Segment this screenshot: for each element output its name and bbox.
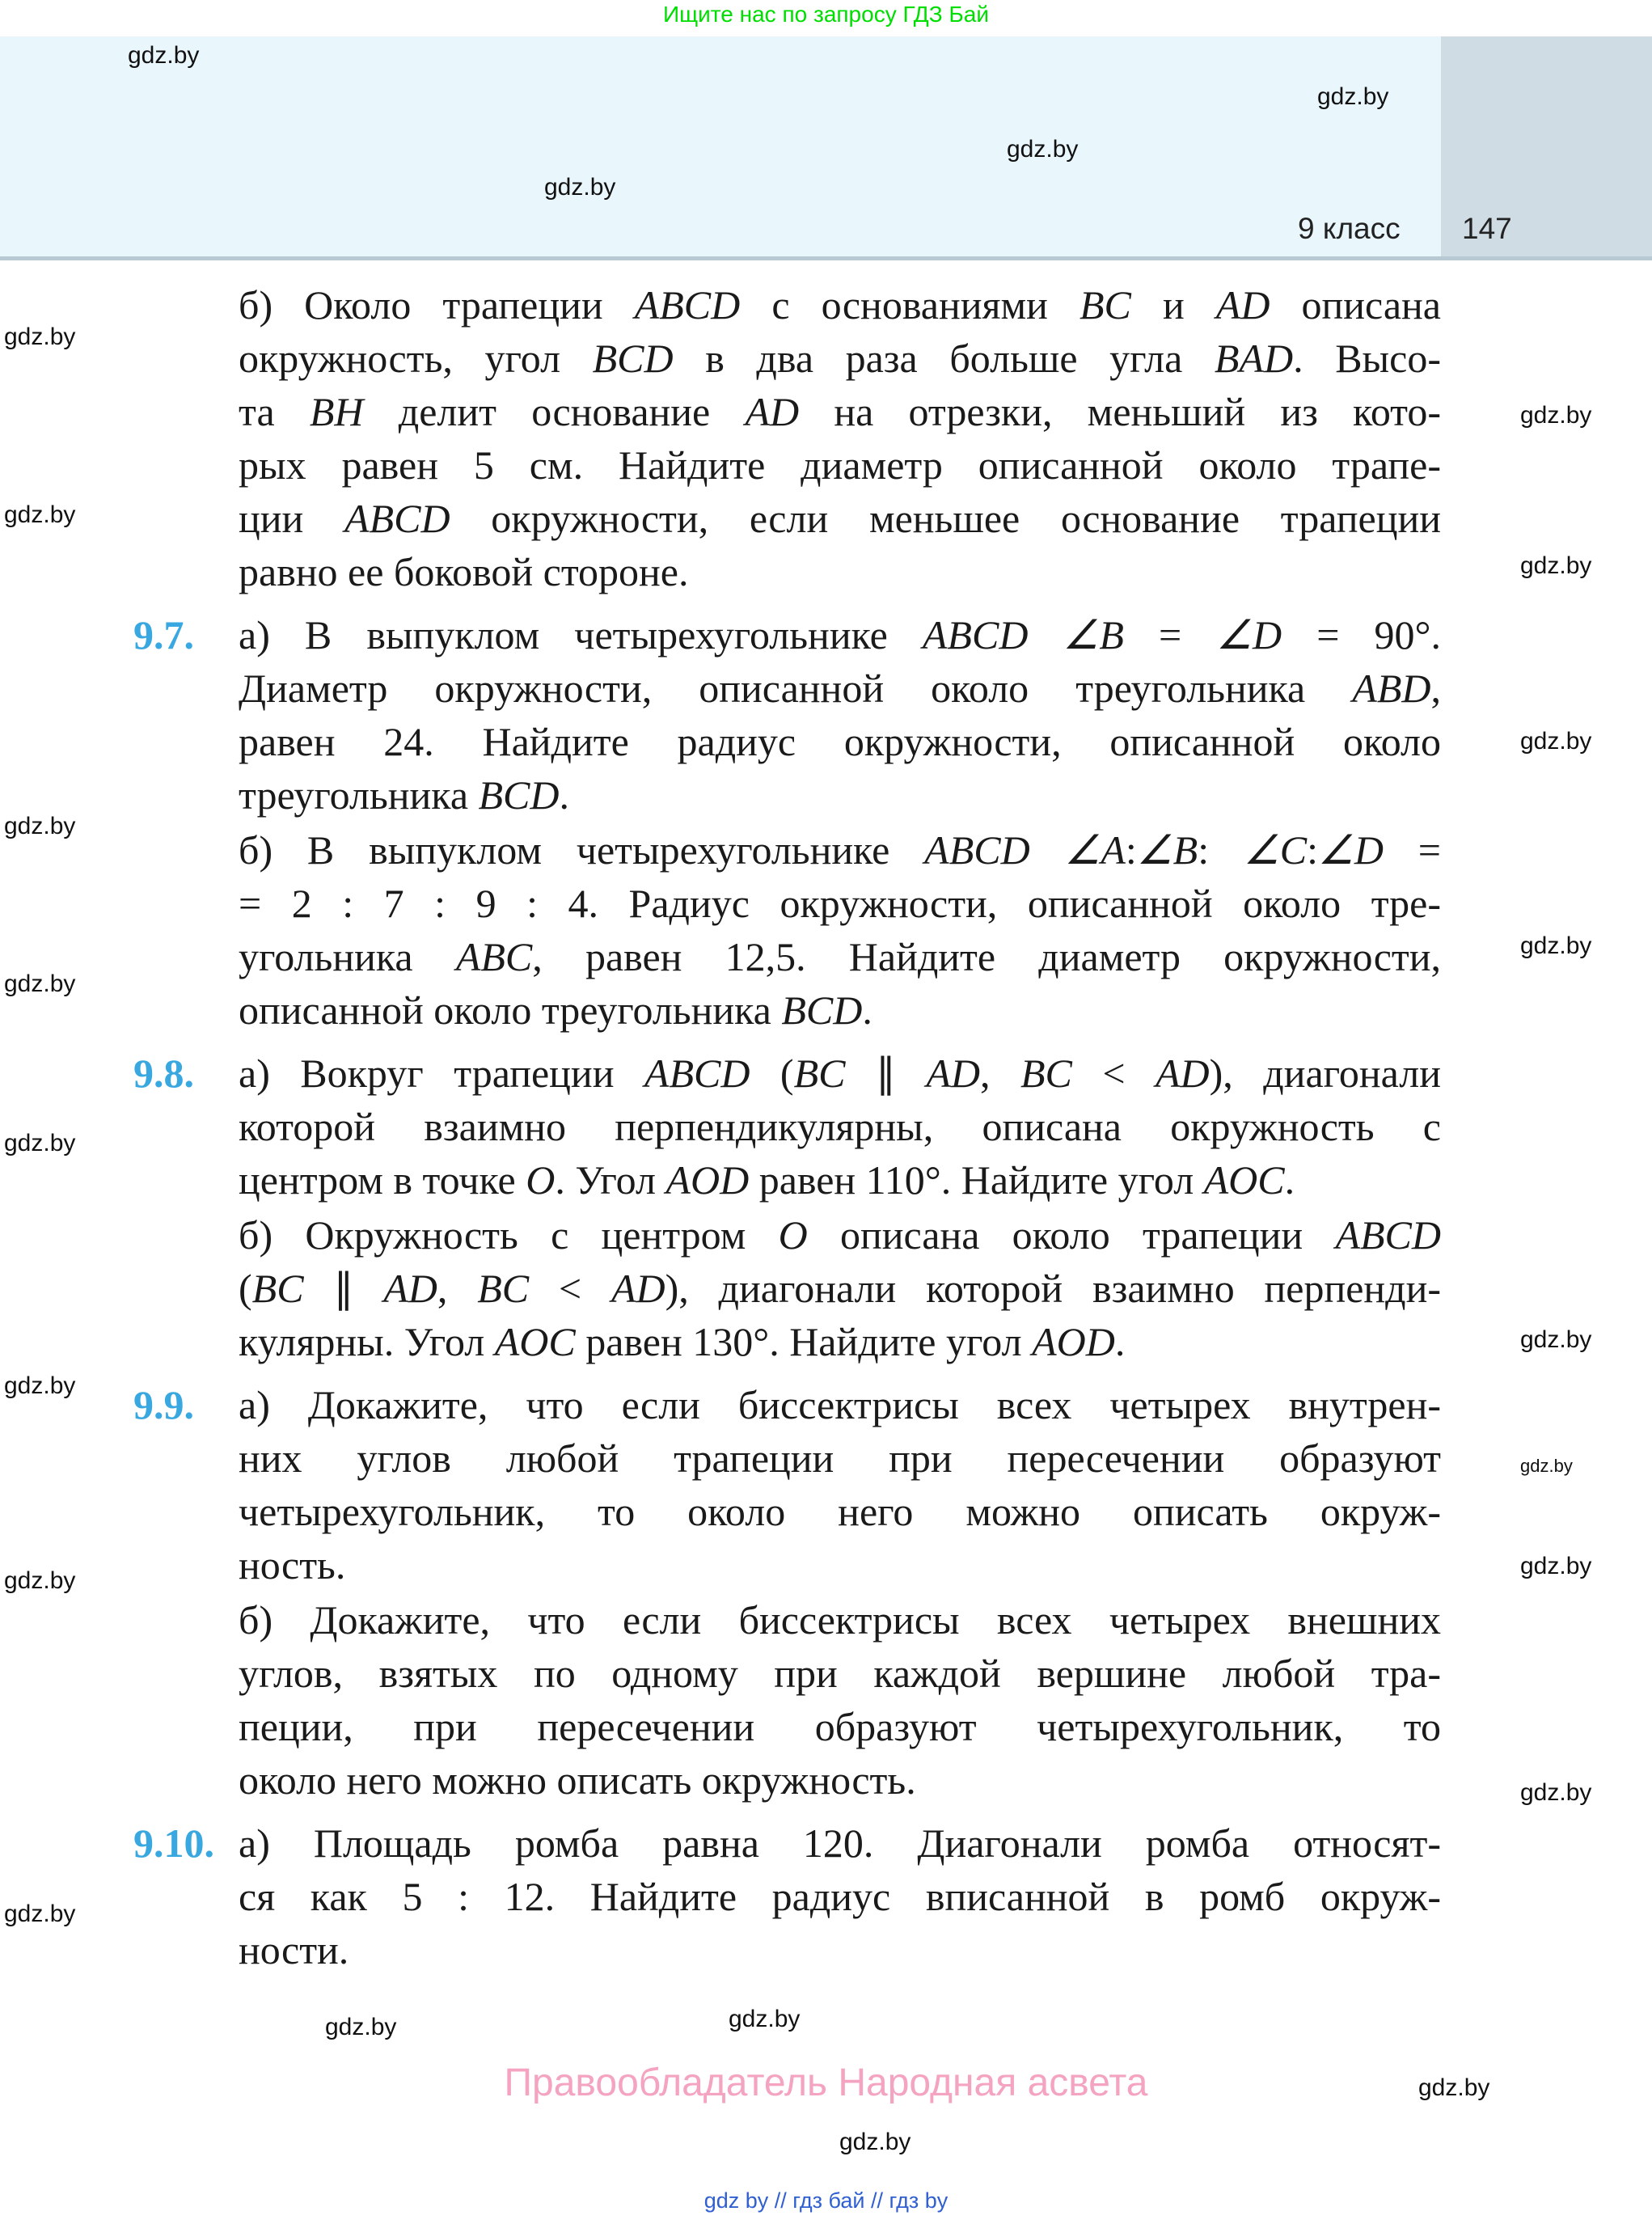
math-symbol: ABCD ∠B bbox=[922, 612, 1124, 657]
watermark: gdz.by bbox=[4, 1130, 76, 1156]
watermark: gdz.by bbox=[1520, 1553, 1592, 1579]
text-segment: описанной около треугольника bbox=[239, 987, 782, 1033]
text-segment: . bbox=[862, 987, 872, 1033]
watermark: gdz.by bbox=[4, 323, 76, 350]
text-segment: с основаниями bbox=[740, 282, 1080, 328]
header-divider bbox=[0, 256, 1652, 260]
text-segment: . bbox=[1284, 1157, 1295, 1203]
watermark: gdz.by bbox=[128, 42, 200, 69]
text-line bbox=[239, 1753, 1441, 1807]
exercise-number: 9.8. bbox=[133, 1051, 194, 1096]
text-line bbox=[239, 1538, 1441, 1592]
watermark: gdz.by bbox=[1520, 402, 1592, 429]
exercise-number: 9.7. bbox=[133, 612, 194, 657]
text-line bbox=[239, 1431, 1441, 1485]
text-segment: которой взаимно перпендикулярны, описана окружность с bbox=[239, 1104, 1441, 1149]
text-line bbox=[239, 1816, 1441, 1870]
text-segment: . Высо- bbox=[1293, 336, 1441, 381]
text-line bbox=[239, 1593, 1441, 1647]
watermark: gdz.by bbox=[839, 2129, 911, 2155]
text-segment: угольника bbox=[239, 934, 456, 979]
text-segment: треугольника bbox=[239, 772, 479, 818]
math-symbol: BH bbox=[309, 389, 364, 434]
text-segment: : bbox=[1125, 827, 1137, 873]
text-line bbox=[239, 877, 1441, 930]
text-segment: . bbox=[1114, 1319, 1126, 1364]
text-segment: , bbox=[437, 1266, 478, 1311]
text-line bbox=[239, 278, 1441, 332]
math-symbol: ∠B bbox=[1136, 827, 1198, 873]
text-segment: = 2 : 7 : 9 : 4. Радиус окружности, описанной около тре- bbox=[239, 881, 1441, 926]
watermark: gdz.by bbox=[1520, 728, 1592, 755]
text-segment: равен 24. Найдите радиус окружности, описанной около bbox=[239, 719, 1441, 764]
text-segment: ( bbox=[239, 1266, 252, 1311]
text-segment: б) Окружность с центром bbox=[239, 1212, 779, 1258]
math-symbol: BCD bbox=[781, 987, 863, 1033]
math-symbol: ABC bbox=[455, 934, 533, 979]
text-segment: а) Докажите, что если биссектрисы всех четырех внутрен- bbox=[239, 1382, 1441, 1427]
bottom-links: gdz by // гдз бай // гдз by bbox=[703, 2188, 949, 2213]
text-segment: на отрезки, меньший из кото- bbox=[799, 389, 1441, 434]
math-symbol: O bbox=[778, 1212, 808, 1258]
math-symbol: AOD bbox=[665, 1157, 750, 1203]
text-segment: ность. bbox=[239, 1542, 346, 1588]
math-symbol: BC bbox=[1020, 1051, 1072, 1096]
math-symbol: BAD bbox=[1214, 336, 1294, 381]
math-symbol: AD bbox=[611, 1266, 665, 1311]
watermark: gdz.by bbox=[4, 1567, 76, 1594]
text-line bbox=[239, 1208, 1441, 1262]
math-symbol: AOD bbox=[1032, 1319, 1115, 1364]
text-segment: = bbox=[1383, 827, 1441, 873]
math-symbol: ∠D bbox=[1216, 612, 1282, 657]
watermark: gdz.by bbox=[1520, 1326, 1592, 1353]
text-segment: ся как 5 : 12. Найдите радиус вписанной в ромб окруж- bbox=[239, 1874, 1441, 1919]
text-segment: та bbox=[239, 389, 310, 434]
text-line bbox=[239, 332, 1441, 385]
text-segment: а) Площадь ромба равна 120. Диагонали ромба относят- bbox=[239, 1820, 1441, 1866]
text-segment: а) Вокруг трапеции bbox=[239, 1051, 644, 1096]
math-symbol: BC bbox=[793, 1051, 846, 1096]
math-symbol: BCD bbox=[592, 336, 674, 381]
text-line bbox=[239, 823, 1441, 877]
watermark: gdz.by bbox=[1520, 1779, 1592, 1806]
text-segment: ), диагонали которой взаимно перпенди- bbox=[665, 1266, 1442, 1311]
text-line bbox=[239, 1870, 1441, 1923]
text-segment: . bbox=[559, 772, 570, 818]
watermark: gdz.by bbox=[325, 2014, 397, 2040]
math-symbol: ∠C bbox=[1243, 827, 1308, 873]
math-symbol: AOC bbox=[1203, 1157, 1285, 1203]
text-segment: б) В выпуклом четырехугольнике bbox=[239, 827, 925, 873]
math-symbol: ABCD bbox=[634, 282, 741, 328]
exercise-part bbox=[239, 278, 1441, 598]
text-segment: б) Около трапеции bbox=[239, 282, 635, 328]
math-symbol: BCD bbox=[478, 772, 560, 818]
text-segment: окружность, угол bbox=[239, 336, 593, 381]
text-segment: ∥ bbox=[845, 1051, 927, 1096]
math-symbol: AD bbox=[1156, 1051, 1210, 1096]
math-symbol: ABCD bbox=[344, 496, 450, 541]
text-segment: < bbox=[1071, 1051, 1156, 1096]
text-line bbox=[239, 1153, 1441, 1207]
math-symbol: AD bbox=[745, 389, 800, 434]
text-segment: а) В выпуклом четырехугольнике bbox=[239, 612, 923, 657]
watermark: gdz.by bbox=[4, 501, 76, 528]
grade-label: 9 класс bbox=[1298, 212, 1401, 245]
text-line bbox=[239, 1262, 1441, 1315]
watermark: gdz.by bbox=[1007, 136, 1079, 163]
text-line bbox=[239, 1923, 1441, 1977]
text-segment: пеции, при пересечении образуют четырехугольник, то bbox=[239, 1704, 1441, 1749]
text-segment: и bbox=[1130, 282, 1216, 328]
watermark: gdz.by bbox=[4, 1372, 76, 1399]
text-line bbox=[239, 1485, 1441, 1538]
watermark: gdz.by bbox=[1520, 1456, 1573, 1476]
math-symbol: AD bbox=[383, 1266, 437, 1311]
text-line bbox=[239, 1700, 1441, 1753]
exercise-number: 9.10. bbox=[133, 1820, 214, 1866]
text-segment: окружности, если меньшее основание трапеции bbox=[450, 496, 1441, 541]
text-line bbox=[239, 438, 1441, 492]
text-segment: ции bbox=[239, 496, 345, 541]
text-segment: кулярны. Угол bbox=[239, 1319, 495, 1364]
exercise-part bbox=[239, 1208, 1441, 1368]
text-segment: . Угол bbox=[555, 1157, 666, 1203]
text-segment: < bbox=[529, 1266, 611, 1311]
math-symbol: ∠D bbox=[1318, 827, 1384, 873]
text-segment: б) Докажите, что если биссектрисы всех четырех внешних bbox=[239, 1597, 1441, 1643]
text-line bbox=[239, 715, 1441, 768]
math-symbol: AD bbox=[1215, 282, 1270, 328]
watermark: gdz.by bbox=[544, 174, 616, 201]
watermark: gdz.by bbox=[1317, 83, 1389, 110]
text-segment: Диаметр окружности, описанной около треугольника bbox=[239, 666, 1353, 711]
text-line bbox=[239, 1100, 1441, 1153]
text-segment: : bbox=[1307, 827, 1319, 873]
text-segment: в два раза больше угла bbox=[673, 336, 1215, 381]
watermark: gdz.by bbox=[4, 1901, 76, 1927]
math-symbol: BC bbox=[1079, 282, 1131, 328]
exercise-text bbox=[133, 278, 1442, 1977]
text-segment: ности. bbox=[239, 1927, 349, 1972]
watermark: gdz.by bbox=[1520, 932, 1592, 959]
exercise bbox=[133, 1816, 1441, 1977]
page-header-band bbox=[0, 36, 1441, 256]
text-segment: описана около трапеции bbox=[807, 1212, 1336, 1258]
text-line bbox=[239, 983, 1441, 1037]
text-line bbox=[239, 608, 1441, 662]
text-line bbox=[239, 1647, 1441, 1700]
exercise bbox=[133, 1378, 1441, 1592]
search-hint: Ищите нас по запросу ГДЗ Бай bbox=[662, 2, 990, 27]
text-line bbox=[239, 662, 1441, 715]
math-symbol: BC bbox=[251, 1266, 304, 1311]
text-segment: равен 130°. Найдите угол bbox=[575, 1319, 1033, 1364]
exercise bbox=[133, 1046, 1442, 1207]
copyright-notice: Правообладатель Народная асвета bbox=[504, 2061, 1148, 2104]
text-line bbox=[239, 768, 1441, 822]
text-segment: , равен 12,5. Найдите диаметр окружности, bbox=[532, 934, 1442, 979]
math-symbol: ABD bbox=[1352, 666, 1431, 711]
watermark: gdz.by bbox=[729, 2006, 801, 2032]
text-segment: равен 110°. Найдите угол bbox=[749, 1157, 1204, 1203]
text-line bbox=[239, 1046, 1441, 1100]
watermark: gdz.by bbox=[4, 813, 76, 839]
exercise bbox=[133, 608, 1441, 822]
watermark: gdz.by bbox=[4, 970, 76, 997]
watermark: gdz.by bbox=[1418, 2074, 1490, 2101]
exercise-part bbox=[239, 823, 1441, 1037]
text-segment: рых равен 5 см. Найдите диаметр описанной около трапе- bbox=[239, 442, 1441, 488]
text-segment: углов, взятых по одному при каждой вершине любой тра- bbox=[239, 1651, 1441, 1696]
page-number: 147 bbox=[1462, 212, 1512, 245]
text-segment: делит основание bbox=[363, 389, 746, 434]
text-segment: , bbox=[980, 1051, 1020, 1096]
text-segment: них углов любой трапеции при пересечении образуют bbox=[239, 1435, 1441, 1481]
math-symbol: ABCD ∠A bbox=[924, 827, 1126, 873]
text-line bbox=[239, 1378, 1441, 1431]
math-symbol: BC bbox=[477, 1266, 530, 1311]
exercise-part bbox=[239, 1593, 1441, 1807]
text-line bbox=[239, 492, 1441, 545]
math-symbol: AOC bbox=[494, 1319, 576, 1364]
exercise-number: 9.9. bbox=[133, 1382, 194, 1427]
text-segment: центром в точке bbox=[239, 1157, 526, 1203]
text-segment: : bbox=[1198, 827, 1244, 873]
text-line bbox=[239, 1315, 1441, 1368]
math-symbol: ABCD bbox=[644, 1051, 750, 1096]
text-segment: ), диагонали bbox=[1209, 1051, 1442, 1096]
text-line bbox=[239, 930, 1441, 983]
text-line bbox=[239, 385, 1441, 438]
watermark: gdz.by bbox=[1520, 552, 1592, 579]
math-symbol: ABCD bbox=[1335, 1212, 1441, 1258]
math-symbol: AD bbox=[926, 1051, 981, 1096]
math-symbol: O bbox=[526, 1157, 556, 1203]
text-segment: четырехугольник, то около него можно описать окруж- bbox=[239, 1489, 1441, 1534]
text-segment: ( bbox=[750, 1051, 794, 1096]
text-line bbox=[239, 545, 1441, 598]
text-segment: ∥ bbox=[303, 1266, 384, 1311]
text-segment: = 90°. bbox=[1282, 612, 1441, 657]
text-segment: описана bbox=[1270, 282, 1441, 328]
text-segment: , bbox=[1430, 666, 1441, 711]
text-segment: равно ее боковой стороне. bbox=[239, 549, 689, 594]
text-segment: около него можно описать окружность. bbox=[239, 1757, 916, 1803]
text-segment: = bbox=[1123, 612, 1217, 657]
